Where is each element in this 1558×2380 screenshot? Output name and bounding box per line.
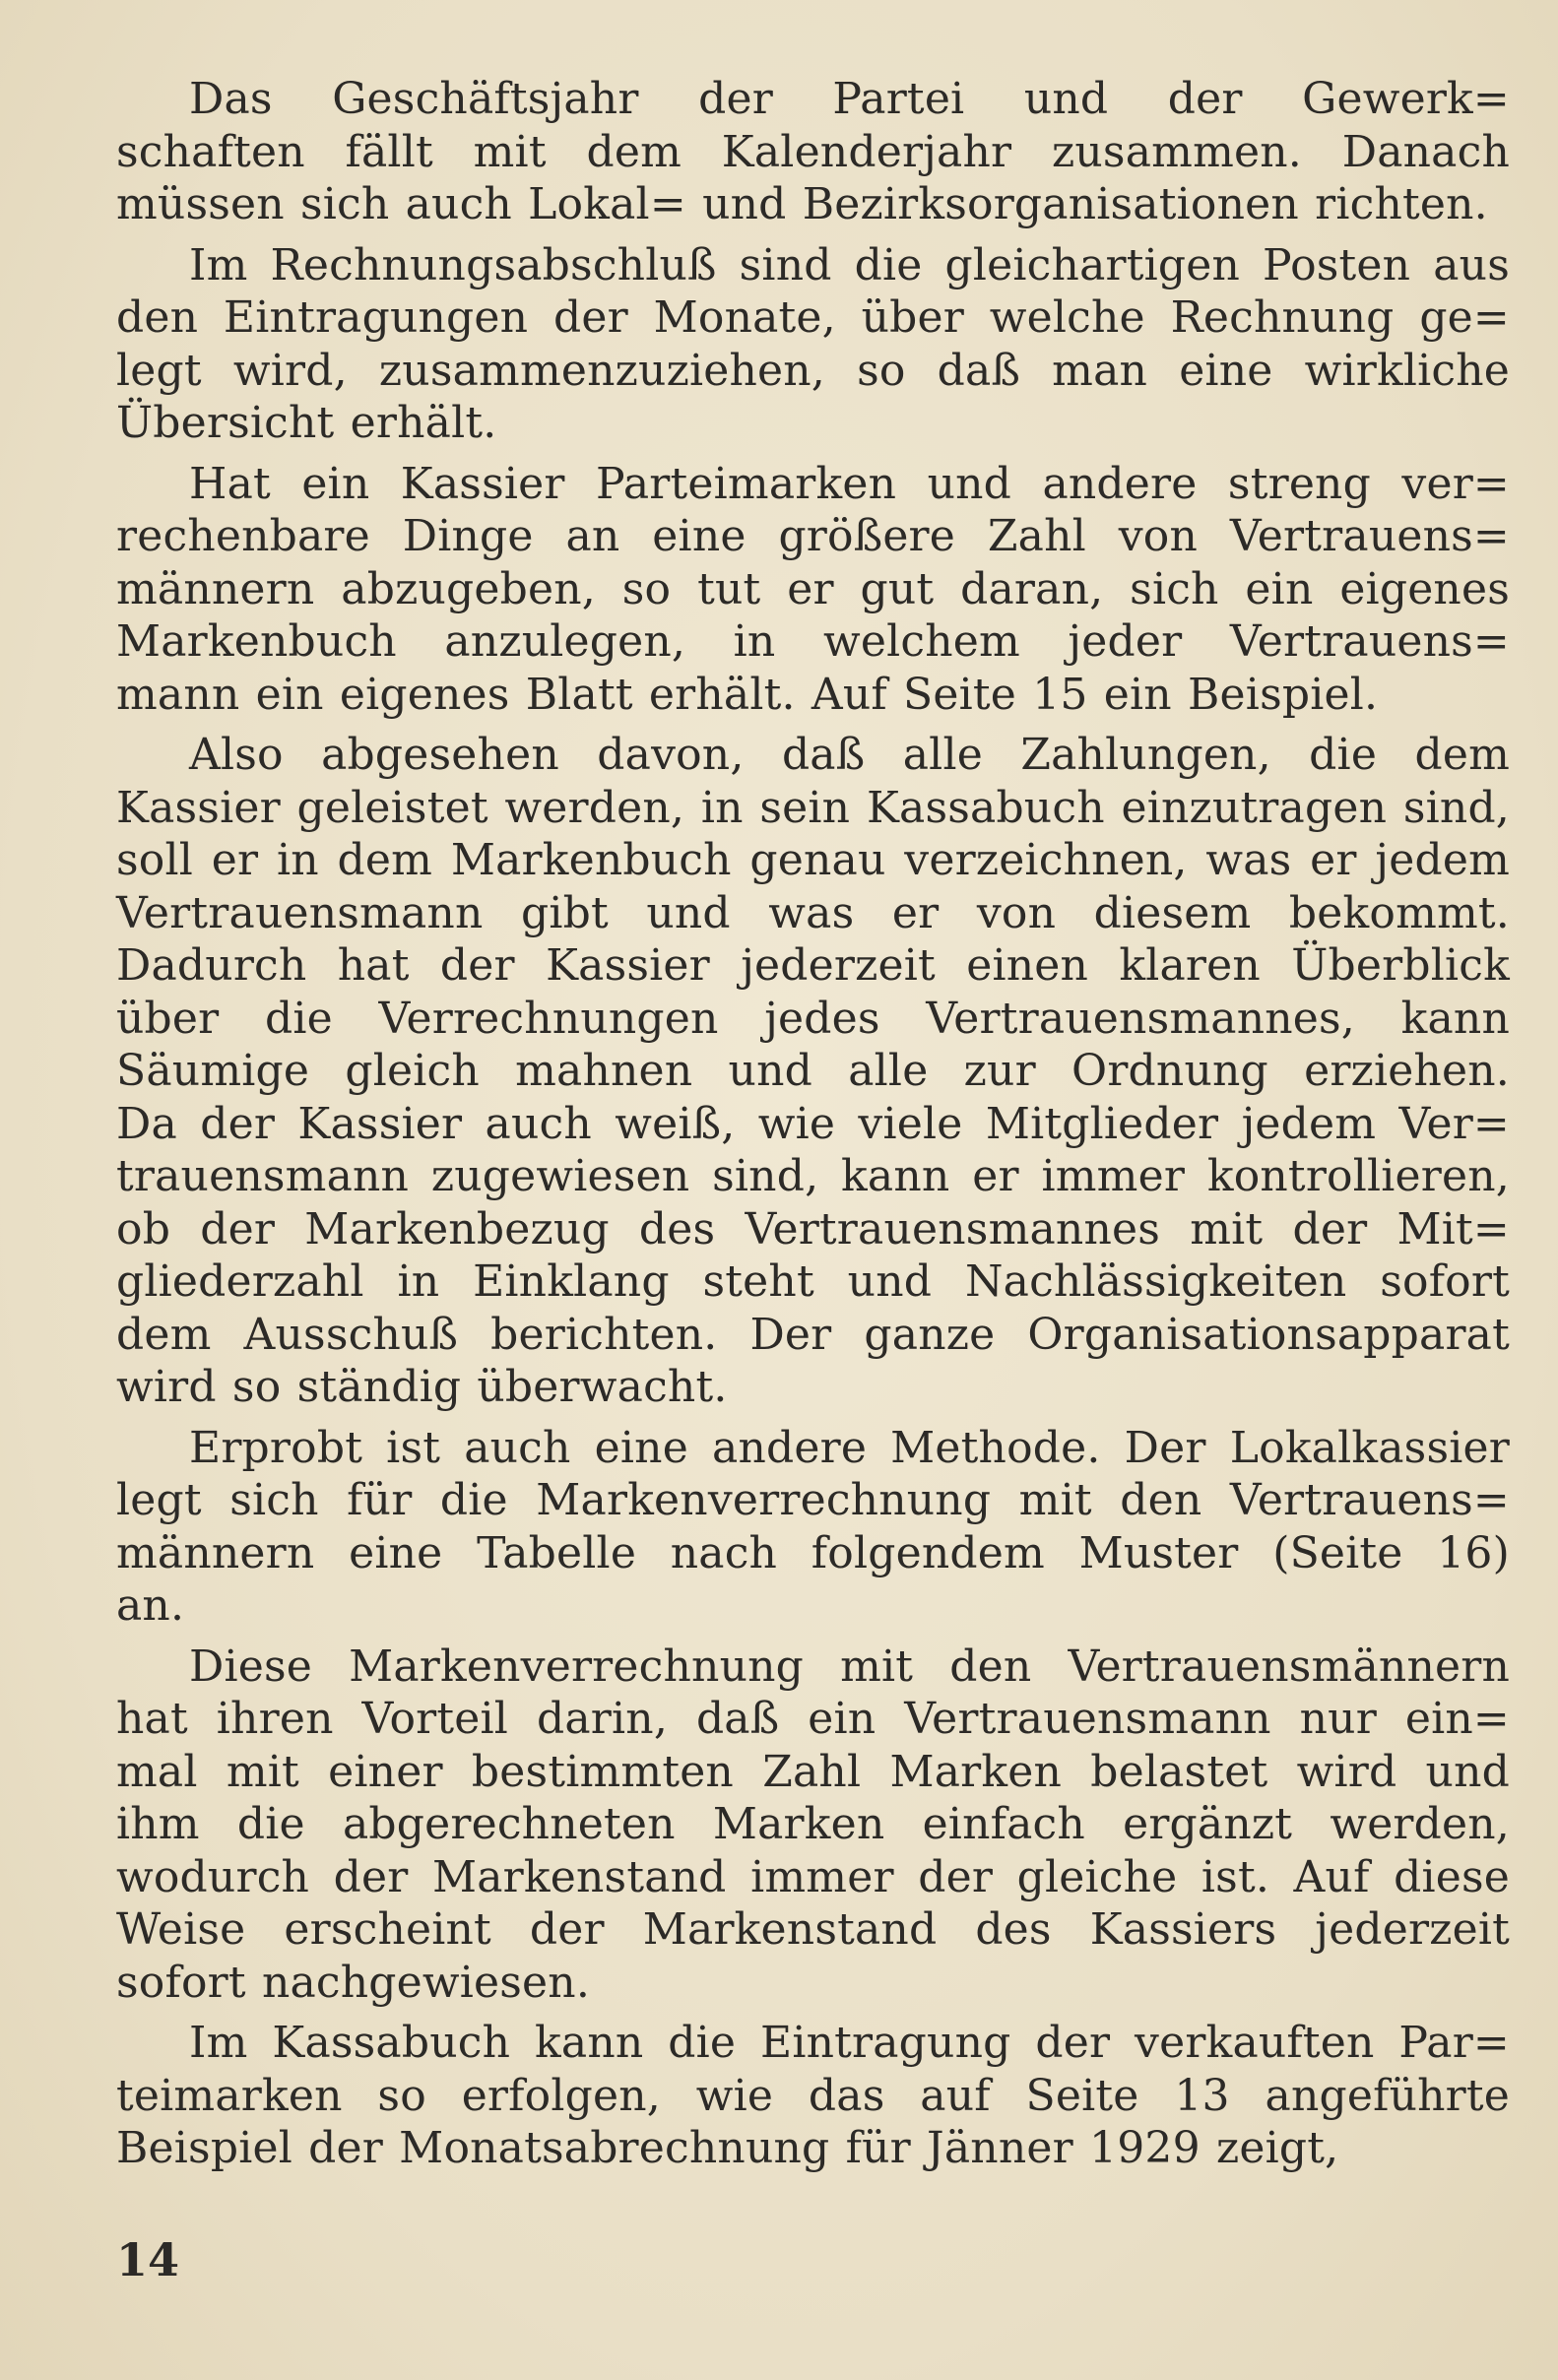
text-line: rechenbare Dinge an eine größere Zahl von Vertrauens= xyxy=(116,511,1510,561)
text-line: sofort nachgewiesen. xyxy=(116,1957,591,2008)
text-line: männern eine Tabelle nach folgendem Muster (Seite 16) xyxy=(116,1527,1510,1578)
text-line: müssen sich auch Lokal= und Bezirksorganisationen richten. xyxy=(116,179,1488,229)
text-line: wird so ständig überwacht. xyxy=(116,1362,728,1412)
text-line: Übersicht erhält. xyxy=(116,398,497,448)
text-line: Dadurch hat der Kassier jederzeit einen klaren Überblick xyxy=(116,940,1510,991)
text-line: Da der Kassier auch weiß, wie viele Mitglieder jedem Ver= xyxy=(116,1098,1510,1149)
text-line: gliederzahl in Einklang steht und Nachlässigkeiten sofort xyxy=(116,1256,1510,1307)
text-line: Im Rechnungsabschluß sind die gleichartigen Posten aus xyxy=(189,239,1510,290)
text-line: wodurch der Markenstand immer der gleiche ist. Auf diese xyxy=(116,1851,1510,1902)
text-line: hat ihren Vorteil darin, daß ein Vertrauensmann nur ein= xyxy=(116,1694,1510,1744)
text-line: Erprobt ist auch eine andere Methode. Der Lokalkassier xyxy=(189,1422,1510,1473)
text-line: Hat ein Kassier Parteimarken und andere streng ver= xyxy=(189,458,1510,509)
text-line: an. xyxy=(116,1580,185,1631)
body-text xyxy=(116,73,1510,2183)
text-line: Säumige gleich mahnen und alle zur Ordnung erziehen. xyxy=(116,1046,1510,1096)
text-line: schaften fällt mit dem Kalenderjahr zusammen. Danach xyxy=(116,126,1510,177)
text-line: Weise erscheint der Markenstand des Kassiers jederzeit xyxy=(116,1904,1510,1955)
text-line: Also abgesehen davon, daß alle Zahlungen, die dem xyxy=(189,730,1510,780)
paragraph xyxy=(116,73,1510,231)
text-line: Diese Markenverrechnung mit den Vertrauensmännern xyxy=(189,1640,1510,1692)
text-line: Das Geschäftsjahr der Partei und der Gewerk= xyxy=(189,74,1510,124)
text-line: dem Ausschuß berichten. Der ganze Organisationsapparat xyxy=(116,1309,1510,1360)
text-line: soll er in dem Markenbuch genau verzeichnen, was er jedem xyxy=(116,835,1510,885)
text-line: männern abzugeben, so tut er gut daran, sich ein eigenes xyxy=(116,563,1510,614)
paragraph xyxy=(116,239,1510,450)
text-line: Kassier geleistet werden, in sein Kassabuch einzutragen sind, xyxy=(116,782,1510,833)
text-line: Markenbuch anzulegen, in welchem jeder Vertrauens= xyxy=(116,616,1510,667)
text-line: ihm die abgerechneten Marken einfach ergänzt werden, xyxy=(116,1799,1510,1849)
paragraph xyxy=(116,1640,1510,2010)
text-line: mann ein eigenes Blatt erhält. Auf Seite 15 ein Beispiel. xyxy=(116,669,1379,720)
page-number: 14 xyxy=(116,2233,180,2286)
text-line: ob der Markenbezug des Vertrauensmannes mit der Mit= xyxy=(116,1203,1510,1254)
text-line: trauensmann zugewiesen sind, kann er immer kontrollieren, xyxy=(116,1151,1510,1201)
text-line: Vertrauensmann gibt und was er von diesem bekommt. xyxy=(116,887,1510,938)
text-line: Beispiel der Monatsabrechnung für Jänner 1929 zeigt, xyxy=(116,2123,1339,2173)
text-line: den Eintragungen der Monate, über welche Rechnung ge= xyxy=(116,292,1510,343)
text-line: Im Kassabuch kann die Eintragung der verkauften Par= xyxy=(189,2018,1510,2068)
text-line: mal mit einer bestimmten Zahl Marken belastet wird und xyxy=(116,1746,1510,1797)
text-line: über die Verrechnungen jedes Vertrauensmannes, kann xyxy=(116,993,1510,1044)
text-line: teimarken so erfolgen, wie das auf Seite 13 angeführte xyxy=(116,2070,1510,2121)
paragraph xyxy=(116,729,1510,1414)
paragraph xyxy=(116,1422,1510,1633)
text-line: legt wird, zusammenzuziehen, so daß man eine wirkliche xyxy=(116,345,1510,396)
text-line: legt sich für die Markenverrechnung mit den Vertrauens= xyxy=(116,1475,1510,1525)
paragraph xyxy=(116,2017,1510,2175)
paragraph xyxy=(116,458,1510,722)
